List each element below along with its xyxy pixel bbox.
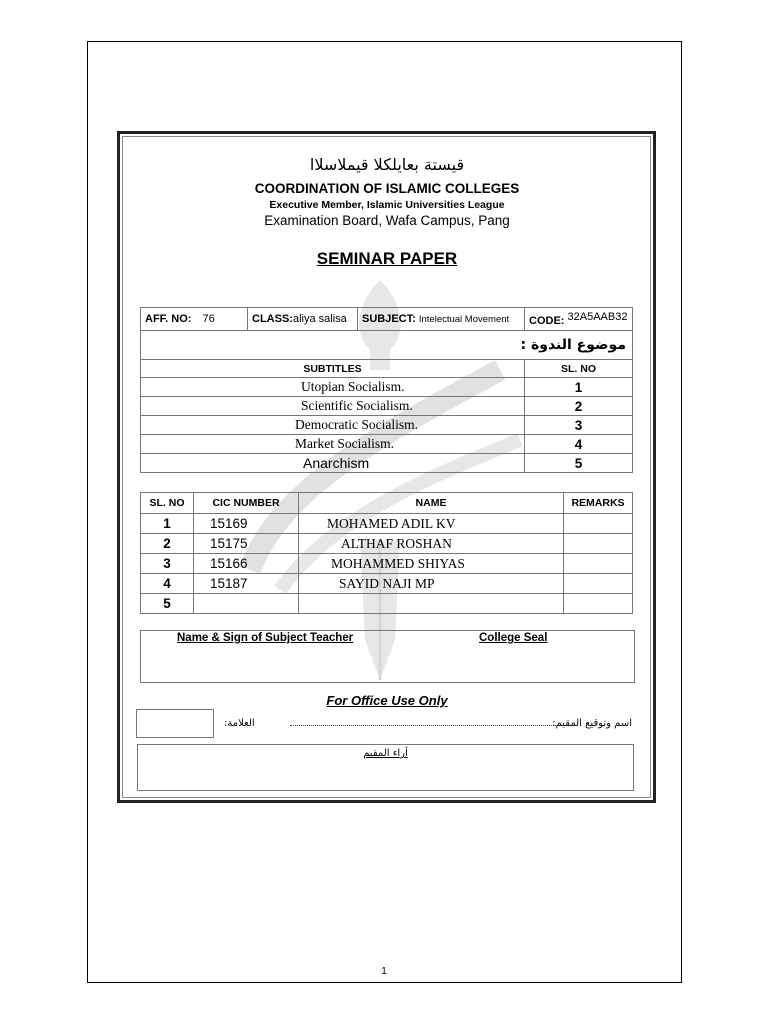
topic-row	[141, 331, 633, 360]
remarks-header: REMARKS	[564, 493, 633, 514]
class-label: CLASS:	[252, 313, 293, 325]
subtitle-number: 5	[525, 454, 633, 473]
mark-box	[136, 709, 214, 738]
subtitle-row	[141, 378, 633, 397]
sl-cell: 2	[141, 534, 194, 554]
table-row	[141, 594, 633, 614]
subtitle-name: Market Socialism.	[141, 435, 525, 454]
cic-cell	[194, 594, 299, 614]
subtitle-row	[141, 416, 633, 435]
subtitle-number: 1	[525, 378, 633, 397]
class-value: aliya salisa	[292, 313, 347, 325]
subtitle-name: Democratic Socialism.	[141, 416, 525, 435]
code-label: CODE:	[529, 315, 565, 327]
name-cell	[299, 594, 564, 614]
students-table	[140, 492, 633, 614]
subject-value: Intelectual Movement	[418, 314, 510, 325]
subtitle-number: 4	[525, 435, 633, 454]
subtitle-row	[141, 435, 633, 454]
cic-cell: 15187	[194, 574, 299, 594]
subtitles-header: SUBTITLES	[141, 360, 525, 378]
page-number: 1	[381, 966, 387, 977]
subtitles-header-row	[141, 360, 633, 378]
org-membership: Executive Member, Islamic Universities League	[269, 199, 505, 211]
table-row	[141, 514, 633, 534]
table-row	[141, 574, 633, 594]
remarks-cell	[564, 574, 633, 594]
info-row	[141, 308, 633, 331]
sl-cell: 3	[141, 554, 194, 574]
code-value: 32A5AAB32	[567, 311, 628, 323]
arabic-org-name: قيستة بعايلكلا قيملاسلاا	[309, 155, 465, 174]
subtitle-row	[141, 454, 633, 473]
remarks-cell	[564, 554, 633, 574]
code-cell	[525, 308, 633, 331]
remarks-cell	[564, 534, 633, 554]
class-cell	[248, 308, 358, 331]
subtitles-slno-header: SL. NO	[525, 360, 633, 378]
name-cell: MOHAMMED SHIYAS	[299, 554, 564, 574]
subtitle-name: Scientific Socialism.	[141, 397, 525, 416]
evaluator-opinion-box	[137, 744, 634, 791]
college-seal-label: College Seal	[479, 632, 548, 644]
subtitle-row	[141, 397, 633, 416]
evaluator-sign-label: اسم وتوقيع المقيم:	[552, 718, 632, 729]
subtitle-name: Anarchism	[141, 454, 525, 473]
cic-header: CIC NUMBER	[194, 493, 299, 514]
cic-cell: 15169	[194, 514, 299, 534]
name-cell: SAYID NAJI MP	[299, 574, 564, 594]
office-use-title: For Office Use Only	[326, 693, 448, 708]
aff-cell	[141, 308, 248, 331]
page-title: SEMINAR PAPER	[316, 249, 458, 268]
sl-cell: 1	[141, 514, 194, 534]
aff-value: 76	[202, 313, 215, 325]
evaluator-opinion-label: آراء المقيم	[363, 748, 408, 759]
exam-board: Examination Board, Wafa Campus, Pang	[264, 213, 510, 228]
signature-box	[140, 630, 635, 683]
table-row	[141, 554, 633, 574]
sl-cell: 4	[141, 574, 194, 594]
cic-cell: 15175	[194, 534, 299, 554]
topic-table	[140, 307, 633, 473]
subtitle-number: 2	[525, 397, 633, 416]
table-row	[141, 534, 633, 554]
subtitle-number: 3	[525, 416, 633, 435]
name-cell: MOHAMED ADIL KV	[299, 514, 564, 534]
sl-cell: 5	[141, 594, 194, 614]
subject-label: SUBJECT:	[362, 313, 416, 325]
name-cell: ALTHAF ROSHAN	[299, 534, 564, 554]
cic-cell: 15166	[194, 554, 299, 574]
subject-cell	[358, 308, 525, 331]
teacher-sign-label: Name & Sign of Subject Teacher	[177, 632, 354, 644]
name-header: NAME	[299, 493, 564, 514]
aff-label: AFF. NO:	[145, 313, 192, 325]
sl-header: SL. NO	[141, 493, 194, 514]
subtitle-name: Utopian Socialism.	[141, 378, 525, 397]
org-name: COORDINATION OF ISLAMIC COLLEGES	[254, 181, 520, 196]
mark-label: العلامة:	[224, 718, 255, 729]
students-header-row	[141, 493, 633, 514]
remarks-cell	[564, 594, 633, 614]
dotted-line	[290, 725, 560, 726]
topic-label: موضوع الندوة :	[141, 331, 633, 360]
remarks-cell	[564, 514, 633, 534]
